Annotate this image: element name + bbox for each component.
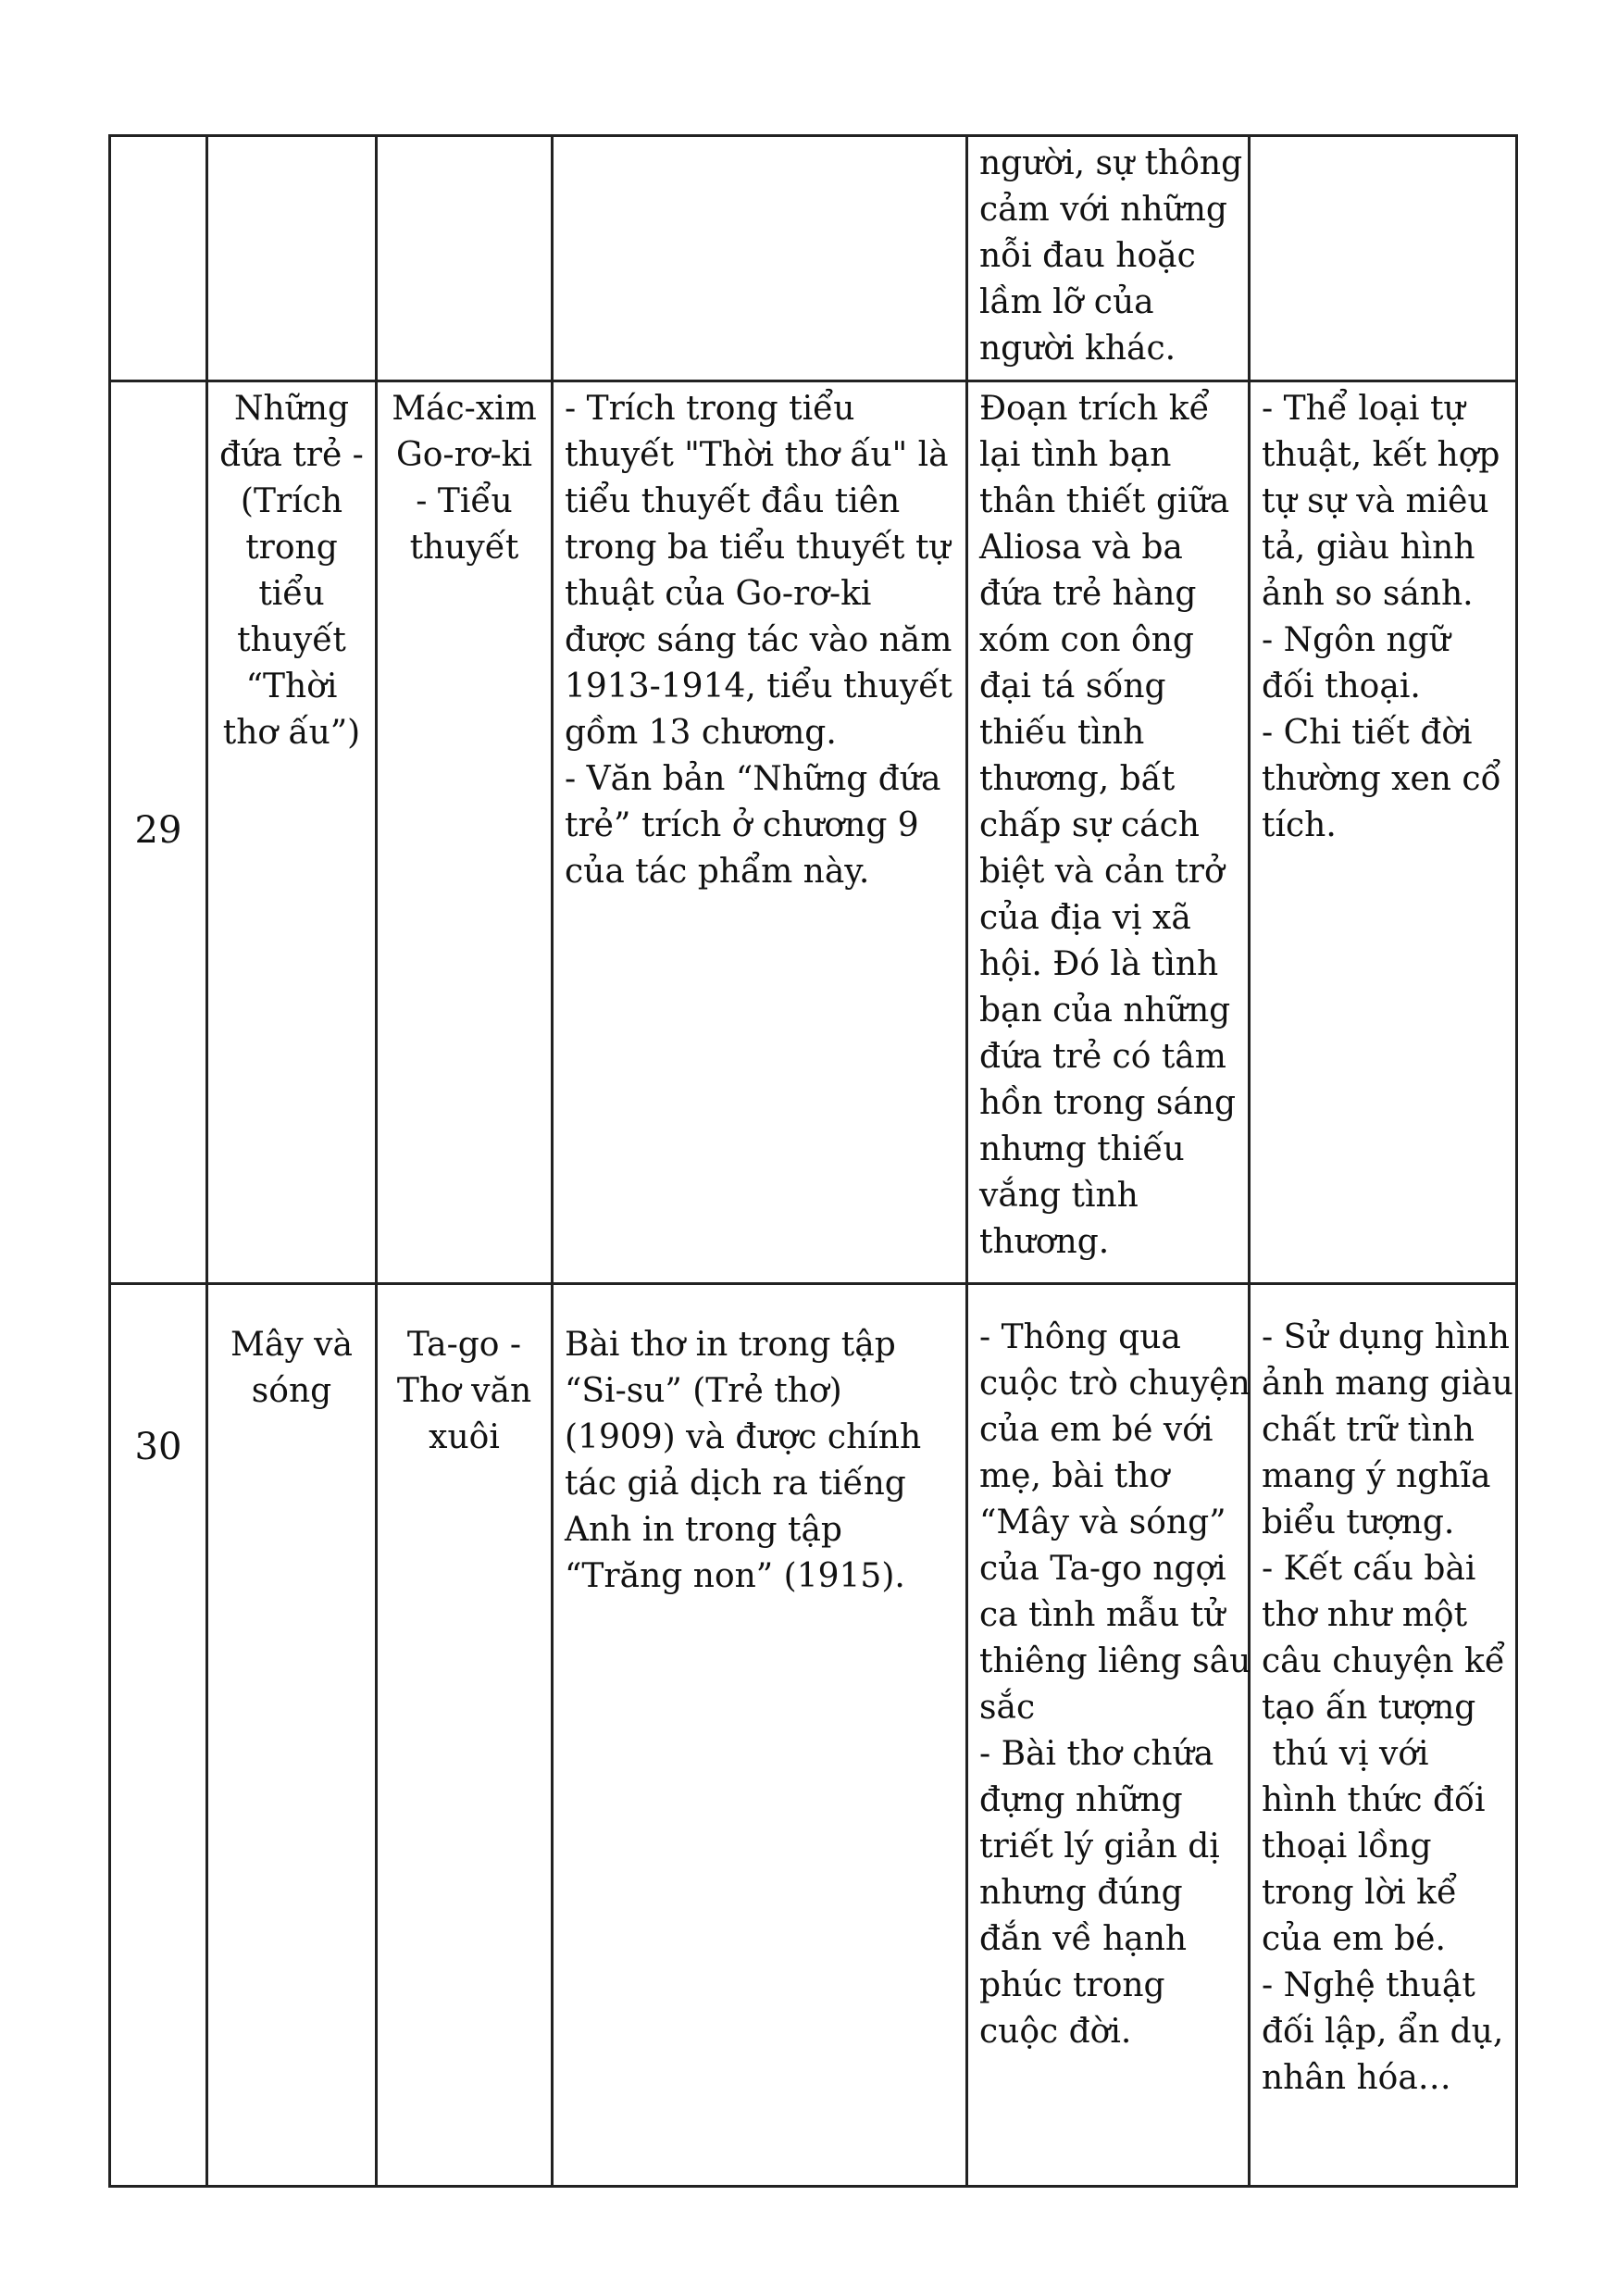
cell-line: - Sử dụng hình: [1262, 1318, 1510, 1356]
cell-line: người khác.: [979, 330, 1176, 368]
cell-line: Những: [233, 390, 350, 428]
cell-line: thuyết: [409, 529, 519, 567]
cell-line: người, sự thông: [979, 144, 1243, 182]
row-number: 30: [134, 1426, 182, 1468]
cell-line: - Văn bản “Những đứa: [565, 760, 941, 798]
cell-line: hồn trong sáng: [979, 1084, 1237, 1122]
cell-line: lại tình bạn: [979, 436, 1172, 474]
row-number-cell: [110, 381, 207, 1284]
cell-line: của Ta-go ngợi: [979, 1550, 1226, 1588]
cell-line: - Bài thơ chứa: [979, 1735, 1214, 1773]
cell-line: hội. Đó là tình: [979, 945, 1219, 983]
cell-line: - Trích trong tiểu: [565, 390, 855, 428]
cell-line: - Chi tiết đời: [1262, 714, 1473, 752]
cell-line: ca tình mẫu tử: [979, 1596, 1226, 1634]
cell-line: thương, bất: [979, 760, 1176, 798]
cell-line: sóng: [251, 1372, 332, 1410]
cell-line: Ta-go -: [406, 1326, 522, 1364]
cell-line: tiểu: [258, 575, 325, 613]
cell-line: Thơ văn: [396, 1372, 532, 1410]
cell-line: chấp sự cách: [979, 806, 1200, 844]
cell-line: tả, giàu hình: [1262, 529, 1475, 567]
cell-line: biệt và cản trở: [979, 853, 1225, 891]
cell-line: “Mây và sóng”: [979, 1504, 1226, 1541]
document-page: [108, 134, 1518, 2188]
cell-line: thơ ấu”): [222, 714, 361, 752]
cell-line: Mây và: [230, 1326, 353, 1364]
cell-line: của địa vị xã: [979, 899, 1191, 937]
cell-line: đứa trẻ hàng: [979, 575, 1197, 613]
cell-line: - Kết cấu bài: [1262, 1550, 1476, 1588]
cell-line: đối lập, ẩn dụ,: [1262, 2013, 1504, 2051]
cell-line: triết lý giản dị: [979, 1828, 1220, 1866]
cell-line: bạn của những: [979, 992, 1231, 1029]
cell-line: trong lời kể: [1262, 1874, 1458, 1912]
cell-line: đối thoại.: [1262, 668, 1421, 705]
cell-line: thương.: [979, 1223, 1110, 1261]
cell-line: - Thông qua: [979, 1318, 1181, 1356]
cell-line: xóm con ông: [979, 621, 1194, 659]
art-cell: [1250, 1284, 1517, 2187]
cell-line: Bài thơ in trong tập: [565, 1326, 896, 1364]
cell-line: Đoạn trích kể: [979, 390, 1210, 428]
context-cell: [553, 1284, 967, 2187]
cell-line: thú vị với: [1262, 1735, 1429, 1773]
cell-line: chất trữ tình: [1262, 1411, 1475, 1449]
title-cell: [207, 381, 377, 1284]
cell-line: tạo ấn tượng: [1262, 1689, 1476, 1727]
cell-line: - Nghệ thuật: [1262, 1966, 1475, 2004]
cell-line: nhân hóa…: [1262, 2059, 1451, 2097]
cell-line: của em bé với: [979, 1411, 1214, 1449]
content-cell: [967, 136, 1250, 381]
cell-line: thường xen cổ: [1262, 760, 1501, 798]
cell-line: mang ý nghĩa: [1262, 1457, 1491, 1495]
author-genre-cell: [377, 381, 553, 1284]
cell-line: “Thời: [245, 668, 338, 705]
cell-line: thuyết "Thời thơ ấu" là: [565, 436, 949, 474]
cell-line: Go-rơ-ki: [396, 436, 532, 474]
cell-line: đắn về hạnh: [979, 1920, 1188, 1958]
title-cell: [207, 1284, 377, 2187]
cell-line: câu chuyện kể: [1262, 1642, 1506, 1680]
cell-line: “Trăng non” (1915).: [565, 1557, 905, 1595]
cell-line: thuyết: [237, 621, 346, 659]
table-row: [110, 1284, 1517, 2187]
art-cell: [1250, 381, 1517, 1284]
cell-line: biểu tượng.: [1262, 1504, 1455, 1541]
cell-line: ảnh mang giàu: [1262, 1365, 1513, 1403]
cell-line: đứa trẻ -: [219, 436, 364, 474]
author-genre-cell: [377, 136, 553, 381]
cell-line: trong ba tiểu thuyết tự: [565, 529, 951, 567]
author-genre-cell: [377, 1284, 553, 2187]
context-cell: [553, 381, 967, 1284]
title-cell: [207, 136, 377, 381]
literature-summary-table: [108, 134, 1518, 2188]
table-row: [110, 381, 1517, 1284]
cell-line: tích.: [1262, 806, 1337, 844]
cell-line: thuật của Go-rơ-ki: [565, 575, 872, 613]
cell-line: của tác phẩm này.: [565, 853, 870, 891]
table-row: [110, 136, 1517, 381]
cell-line: sắc: [979, 1689, 1036, 1727]
cell-line: thiêng liêng sâu: [979, 1642, 1251, 1680]
cell-line: Mác-xim: [392, 390, 537, 428]
cell-line: ảnh so sánh.: [1262, 575, 1474, 613]
cell-line: hình thức đối: [1262, 1781, 1486, 1819]
cell-line: thân thiết giữa: [979, 482, 1230, 520]
cell-line: đựng những: [979, 1781, 1183, 1819]
cell-line: tác giả dịch ra tiếng: [565, 1465, 906, 1503]
cell-line: tự sự và miêu: [1262, 482, 1489, 520]
cell-line: phúc trong: [979, 1966, 1165, 2004]
context-cell: [553, 136, 967, 381]
cell-line: tiểu thuyết đầu tiên: [565, 482, 901, 520]
content-cell: [967, 381, 1250, 1284]
cell-line: mẹ, bài thơ: [979, 1457, 1170, 1495]
row-number: 29: [134, 809, 182, 852]
cell-line: - Tiểu: [416, 482, 513, 520]
cell-line: (1909) và được chính: [565, 1418, 922, 1456]
cell-line: - Thể loại tự: [1262, 390, 1465, 428]
cell-line: nỗi đau hoặc: [979, 237, 1196, 275]
cell-line: trong: [245, 529, 338, 567]
cell-line: 1913-1914, tiểu thuyết: [565, 668, 952, 705]
cell-line: Anh in trong tập: [565, 1511, 842, 1549]
cell-line: đại tá sống: [979, 668, 1166, 705]
cell-line: của em bé.: [1262, 1920, 1446, 1958]
cell-line: cảm với những: [979, 191, 1227, 229]
cell-line: thoại lồng: [1262, 1828, 1432, 1866]
row-number-cell: [110, 136, 207, 381]
cell-line: lầm lỡ của: [979, 283, 1154, 321]
cell-line: “Si-su” (Trẻ thơ): [565, 1372, 842, 1410]
cell-line: nhưng đúng: [979, 1874, 1183, 1912]
cell-line: thiếu tình: [979, 714, 1145, 752]
cell-line: cuộc đời.: [979, 2013, 1132, 2051]
cell-line: vắng tình: [979, 1177, 1139, 1215]
cell-line: thơ như một: [1262, 1596, 1468, 1634]
cell-line: được sáng tác vào năm: [565, 621, 952, 659]
row-number-cell: [110, 1284, 207, 2187]
art-cell: [1250, 136, 1517, 381]
cell-line: trẻ” trích ở chương 9: [565, 806, 919, 844]
cell-line: gồm 13 chương.: [565, 714, 837, 752]
content-cell: [967, 1284, 1250, 2187]
cell-line: cuộc trò chuyện: [979, 1365, 1251, 1403]
cell-line: - Ngôn ngữ: [1262, 621, 1450, 659]
cell-line: Aliosa và ba: [979, 529, 1183, 567]
cell-line: xuôi: [429, 1418, 500, 1456]
cell-line: thuật, kết hợp: [1262, 436, 1500, 474]
cell-line: đứa trẻ có tâm: [979, 1038, 1226, 1076]
cell-line: nhưng thiếu: [979, 1130, 1185, 1168]
cell-line: (Trích: [240, 482, 343, 520]
